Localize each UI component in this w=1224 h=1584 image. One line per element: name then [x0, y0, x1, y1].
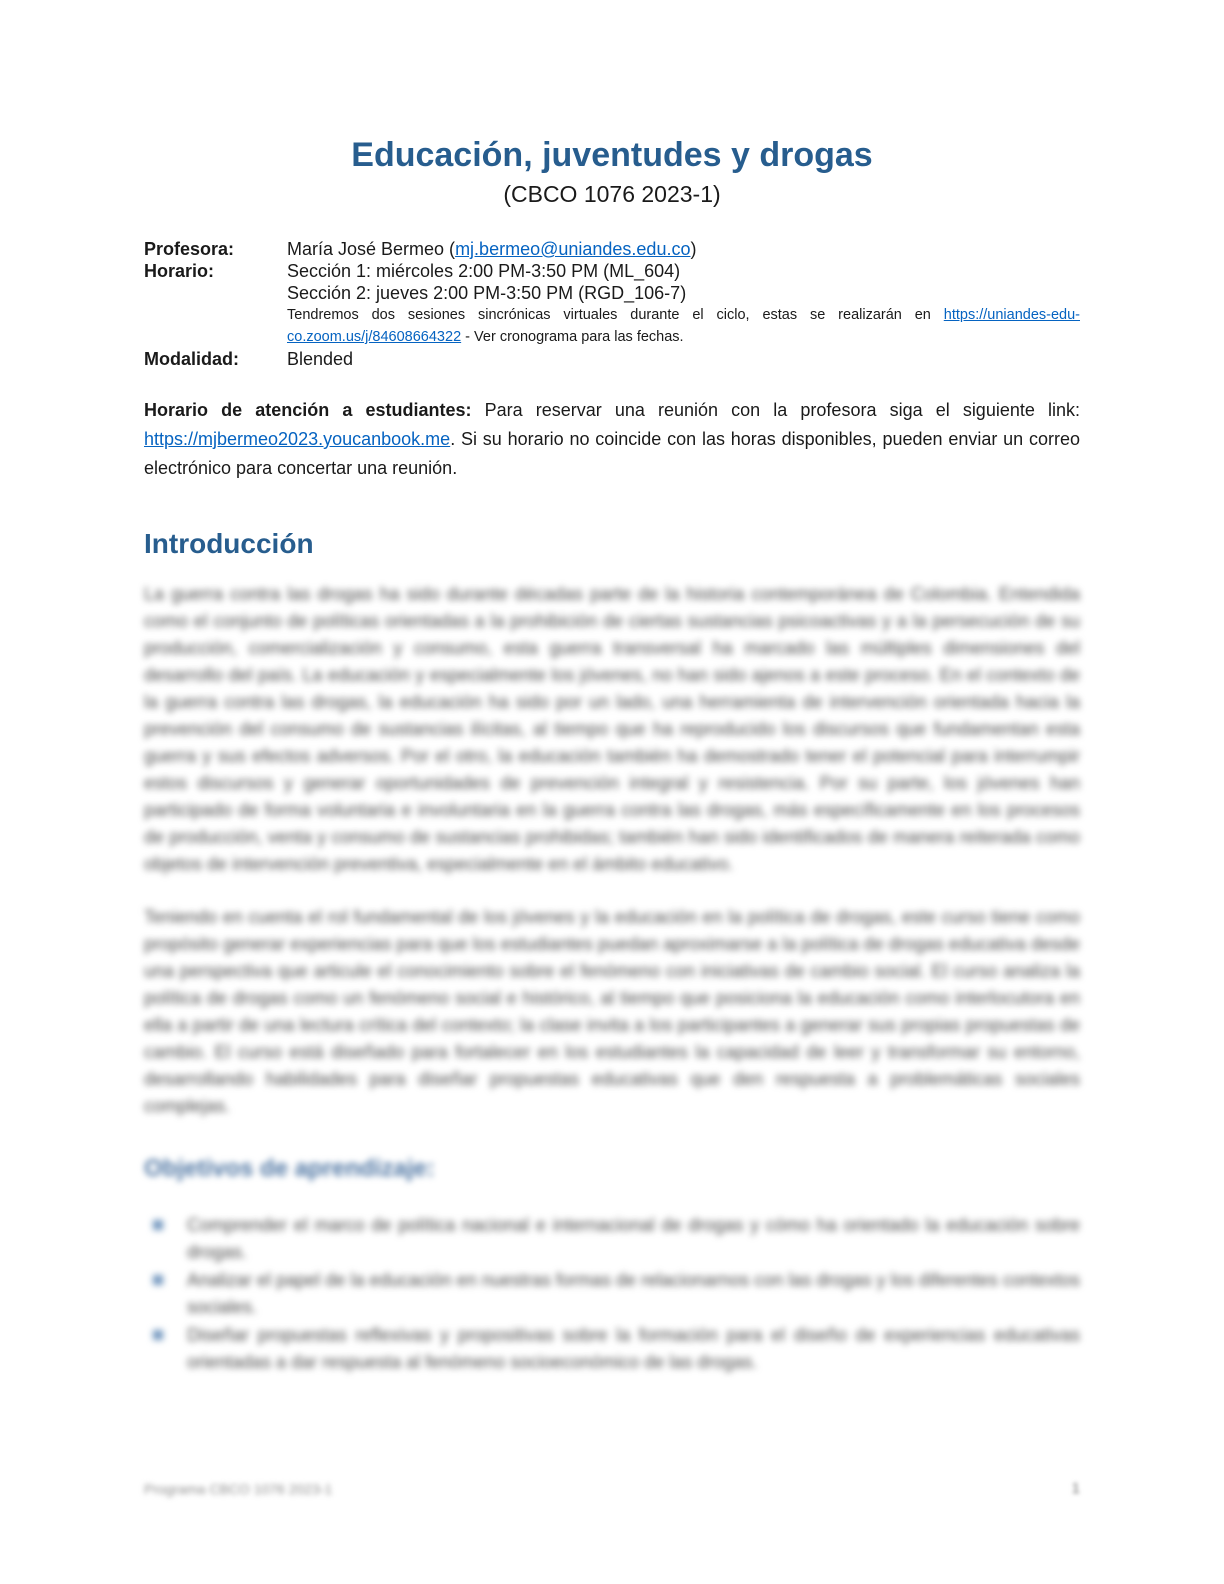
course-code: (CBCO 1076 2023-1): [503, 181, 721, 207]
schedule-section-2: Sección 2: jueves 2:00 PM-3:50 PM (RGD_106-7): [287, 283, 687, 303]
office-hours-text-1: Para reservar una reunión con la profesora siga el siguiente link:: [471, 400, 1080, 420]
professor-value: [287, 238, 1080, 260]
modality-row: [144, 348, 1080, 370]
schedule-note-text: Tendremos dos sesiones sincrónicas virtuales durante el ciclo, estas se realizarán en: [287, 307, 944, 323]
professor-name: María José Bermeo (: [287, 239, 456, 259]
course-info: [144, 238, 1080, 370]
professor-row: [144, 238, 1080, 260]
schedule-note-row: [144, 304, 1080, 348]
footer-document-label-blurred: Programa CBCO 1076 2023-1: [144, 1481, 333, 1497]
schedule-row-1: [144, 260, 1080, 282]
professor-email-link[interactable]: mj.bermeo@uniandes.edu.co: [455, 239, 691, 259]
schedule-row-2: [144, 282, 1080, 304]
objectives-list-blurred: [144, 1212, 1080, 1376]
schedule-section-1: Sección 1: miércoles 2:00 PM-3:50 PM (ML_604): [287, 261, 681, 281]
objective-item: Diseñar propuestas reflexivas y propositivas sobre la formación para el diseño de experiencias educativas orientadas a dar respuesta al fenómeno socioeconómico de las drogas.: [144, 1322, 1080, 1376]
modality-label: Modalidad:: [144, 349, 239, 369]
professor-label: Profesora:: [144, 239, 235, 259]
introduction-blurred-paragraph-1: La guerra contra las drogas ha sido durante décadas parte de la historia contemporánea de Colombia. Entendida como el conjunto de políticas orientadas a la prohibición de ciertas sustancias psicoactivas y a la persecución de su producción, comercialización y consumo, esta guerra transversal ha marcado las múltiples dimensiones del desarrollo del país. La educación y especialmente los jóvenes, no han sido ajenos a este proceso. En el contexto de la guerra contra las drogas, la educación ha sido por un lado, una herramienta de intervención orientada hacia la prevención del consumo de sustancias ilícitas, al tiempo que ha reproducido los discursos que fundamentan esta guerra y sus efectos adversos. Por el otro, la educación también ha demostrado tener el potencial para interrumpir estos discursos y generar oportunidades de prevención integral y resistencia. Por su parte, los jóvenes han participado de forma voluntaria e involuntaria en la guerra contra las drogas, más específicamente en los procesos de producción, venta y consumo de sustancias prohibidas; también han sido identificados de manera reiterada como objetos de intervención preventiva, especialmente en el ámbito educativo.: [144, 584, 1080, 874]
objectives-heading-blurred: Objetivos de aprendizaje:: [144, 1155, 435, 1182]
introduction-heading: Introducción: [144, 528, 314, 559]
objective-item: Analizar el papel de la educación en nuestras formas de relacionarnos con las drogas y los diferentes contextos sociales.: [144, 1267, 1080, 1321]
office-hours-label: Horario de atención a estudiantes:: [144, 400, 472, 420]
schedule-note: [287, 304, 1080, 348]
schedule-label-spacer: [144, 282, 287, 304]
page-title: Educación, juventudes y drogas: [351, 136, 873, 174]
schedule-note-spacer: [144, 304, 287, 348]
professor-name-close: ): [690, 239, 697, 259]
schedule-note-suffix: - Ver cronograma para las fechas.: [461, 329, 684, 345]
schedule-label: Horario:: [144, 261, 215, 281]
footer-page-number: 1: [1071, 1480, 1080, 1497]
introduction-blurred-paragraph-2: Teniendo en cuenta el rol fundamental de los jóvenes y la educación en la política de drogas, este curso tiene como propósito generar experiencias para que los estudiantes puedan aproximarse a la política de drogas educativa desde una perspectiva que articule el conocimiento sobre el fenómeno con iniciativas de cambio social. El curso analiza la política de drogas como un fenómeno social e histórico, al tiempo que posiciona la educación como interlocutora en ella a partir de una lectura crítica del contexto; la clase invita a los participantes a generar sus propias propuestas de cambio. El curso está diseñado para fortalecer en los estudiantes la capacidad de leer y transformar su entorno, desarrollando habilidades para diseñar propuestas educativas que den respuesta a problemáticas sociales complejas.: [144, 907, 1080, 1116]
modality-value: Blended: [287, 349, 354, 369]
page-footer: [144, 1480, 1080, 1498]
office-hours-text-2: . Si su horario no coincide con las horas disponibles, pueden enviar un correo electrónico para concertar una reunión.: [144, 429, 1080, 478]
objective-item: Comprender el marco de política nacional e internacional de drogas y cómo ha orientado la educación sobre drogas.: [144, 1212, 1080, 1266]
booking-link[interactable]: https://mjbermeo2023.youcanbook.me: [144, 429, 451, 449]
zoom-link[interactable]: https://uniandes-edu-co.zoom.us/j/84608664322: [287, 307, 1080, 345]
office-hours-paragraph: [144, 396, 1080, 483]
